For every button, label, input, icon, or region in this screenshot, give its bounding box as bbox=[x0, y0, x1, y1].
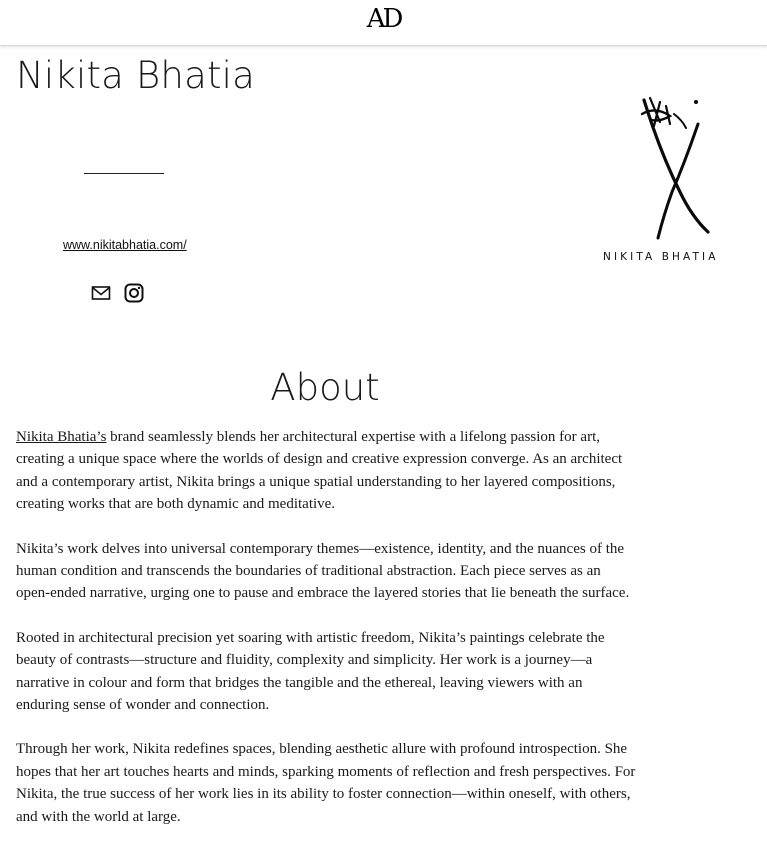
brand-wordmark: NIKITA BHATIA bbox=[603, 251, 719, 263]
about-paragraph-2: Nikita’s work delves into universal contemporary themes—existence, identity, and the nuances of the human condition and transcends the boundaries of traditional abstraction. Each piece serves as an open-ended narrative, urging one to pause and embrace the layered stories that lie beneath the surface. bbox=[16, 540, 630, 602]
artist-name: Nikita Bhatia bbox=[16, 54, 256, 97]
about-paragraph-1 bbox=[16, 426, 636, 516]
artist-name-link[interactable]: Nikita Bhatia’s bbox=[16, 429, 107, 445]
about-paragraph-4: Through her work, Nikita redefines spaces, blending aesthetic allure with profound introspection. She hopes that her art touches hearts and minds, sparking moments of reflection and fresh perspectives. For Nikita, the true success of her work lies in its ability to foster connection—within oneself, with others, and with the world at large. bbox=[16, 741, 636, 825]
about-paragraph-3: Rooted in architectural precision yet soaring with artistic freedom, Nikita’s paintings celebrate the beauty of contrasts—structure and fluidity, complexity and simplicity. Her work is a journey—a narrative in colour and form that bridges the tangible and the ethereal, leaving viewers with an enduring sense of wonder and connection. bbox=[16, 629, 605, 714]
brand-logo-mark bbox=[630, 92, 720, 242]
about-heading: About bbox=[270, 366, 380, 409]
about-section bbox=[16, 426, 636, 850]
ad-logo[interactable]: AD bbox=[366, 4, 401, 34]
website-link[interactable]: www.nikitabhatia.com/ bbox=[63, 238, 187, 252]
mail-icon[interactable] bbox=[91, 285, 111, 301]
instagram-icon[interactable] bbox=[124, 283, 144, 303]
top-bar bbox=[0, 0, 767, 46]
paragraph-text: brand seamlessly blends her architectural expertise with a lifelong passion for art, creating a unique space where the worlds of design and creative expression converge. As an architect and a contemporary artist, Nikita brings a unique spatial understanding to her layered compositions, creating works that are both dynamic and meditative. bbox=[16, 429, 623, 513]
divider bbox=[84, 173, 164, 174]
